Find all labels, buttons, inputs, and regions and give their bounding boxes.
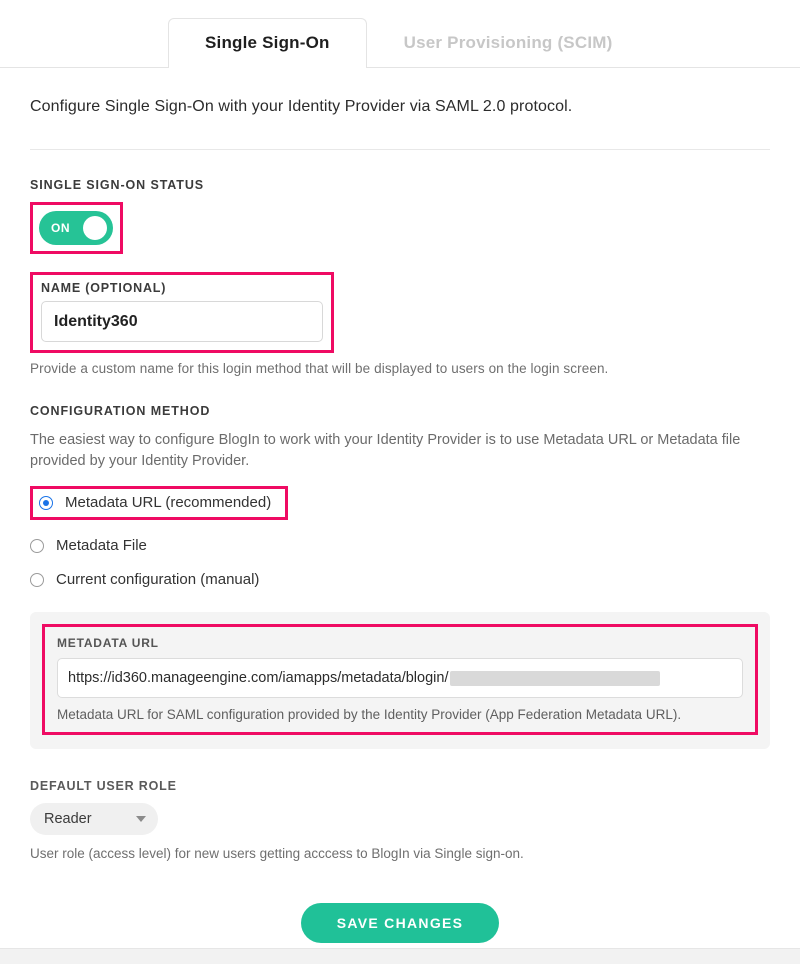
- settings-content: [0, 68, 800, 943]
- configuration-method-description: The easiest way to configure BlogIn to work with your Identity Provider is to use Metadata URL or Metadata file provided by your Identity Provider.: [30, 432, 741, 470]
- radio-metadata-url-label: Metadata URL (recommended): [65, 494, 272, 512]
- metadata-url-label: METADATA URL: [57, 636, 159, 651]
- chevron-down-icon[interactable]: [136, 816, 146, 822]
- tab-bar: [0, 0, 800, 68]
- metadata-url-helper: Metadata URL for SAML configuration provided by the Identity Provider (App Federation Metadata URL).: [57, 707, 682, 723]
- tab-single-sign-on[interactable]: Single Sign-On: [168, 18, 367, 68]
- metadata-url-highlight: [42, 624, 758, 735]
- sso-toggle-knob: [83, 216, 107, 240]
- section-divider: [30, 149, 770, 150]
- default-user-role-label: DEFAULT USER ROLE: [30, 779, 177, 794]
- radio-current-configuration-icon[interactable]: [30, 573, 44, 587]
- sso-status-toggle[interactable]: [39, 211, 113, 245]
- footer-bar: [0, 948, 800, 964]
- radio-option-current-configuration[interactable]: [30, 571, 770, 588]
- metadata-url-option-highlight: [30, 486, 288, 520]
- default-user-role-select[interactable]: [30, 803, 158, 835]
- name-group: [30, 272, 770, 376]
- radio-option-metadata-url[interactable]: [39, 494, 271, 511]
- save-button-wrapper: [30, 903, 770, 943]
- configuration-method-label: CONFIGURATION METHOD: [30, 404, 211, 418]
- metadata-url-panel: [30, 612, 770, 749]
- metadata-url-redacted-segment: [450, 671, 660, 686]
- name-field-label: NAME (OPTIONAL): [41, 281, 167, 295]
- radio-metadata-file-icon[interactable]: [30, 539, 44, 553]
- sso-toggle-highlight: [30, 202, 123, 254]
- metadata-url-input[interactable]: [57, 658, 743, 698]
- metadata-url-value: https://id360.manageengine.com/iamapps/metadata/blogin/: [68, 670, 449, 687]
- sso-toggle-state-text: ON: [51, 221, 71, 235]
- name-field-helper: Provide a custom name for this login method that will be displayed to users on the login screen.: [30, 361, 609, 376]
- radio-option-metadata-file[interactable]: [30, 537, 770, 554]
- radio-metadata-url-icon[interactable]: [39, 496, 53, 510]
- save-changes-button[interactable]: SAVE CHANGES: [301, 903, 500, 943]
- radio-current-configuration-label: Current configuration (manual): [56, 571, 260, 589]
- tab-user-provisioning-scim[interactable]: User Provisioning (SCIM): [403, 33, 613, 52]
- default-user-role-helper: User role (access level) for new users getting acccess to BlogIn via Single sign-on.: [30, 846, 524, 862]
- name-field-highlight: [30, 272, 334, 353]
- default-user-role-value: Reader: [44, 811, 92, 828]
- sso-status-label: SINGLE SIGN-ON STATUS: [30, 178, 204, 192]
- name-input[interactable]: [41, 301, 323, 342]
- intro-text: Configure Single Sign-On with your Identity Provider via SAML 2.0 protocol.: [30, 98, 573, 115]
- radio-metadata-file-label: Metadata File: [56, 537, 147, 555]
